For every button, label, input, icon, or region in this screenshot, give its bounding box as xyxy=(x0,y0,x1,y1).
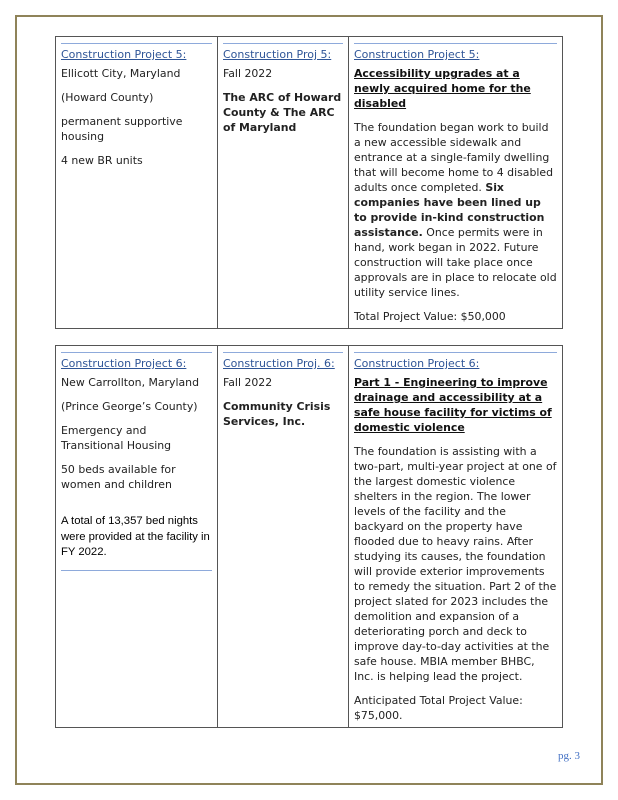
unit-count: 4 new BR units xyxy=(61,154,143,167)
bed-count: 50 beds available for women and children xyxy=(61,463,176,491)
project-6-location-cell xyxy=(56,346,218,728)
description-text: The foundation began work to build a new accessible sidewalk and entrance at a single-family dwelling that will become home to 4 disabled adults once completed. xyxy=(354,121,554,194)
project-6-partner-cell xyxy=(218,346,349,728)
date: Fall 2022 xyxy=(223,376,273,389)
partner-name: The ARC of Howard County & The ARC of Maryland xyxy=(223,91,342,134)
location: Ellicott City, Maryland xyxy=(61,67,181,80)
housing-type: Emergency and Transitional Housing xyxy=(61,424,172,452)
project-title: Part 1 - Engineering to improve drainage and accessibility at a safe house facility for victims of domestic violence xyxy=(354,376,552,434)
project-5-partner-cell xyxy=(218,37,349,329)
column-header: Construction Project 6: xyxy=(354,352,557,375)
housing-type: permanent supportive housing xyxy=(61,115,183,143)
column-header: Construction Project 5: xyxy=(61,43,212,66)
project-description: The foundation is assisting with a two-part, multi-year project at one of the largest domestic violence shelters in the region. The lower levels of the facility and the backyard on the property have flooded due to heavy rains. After studying its causes, the foundation will provide exterior improvements to remedy the situation. Part 2 of the project slated for 2023 includes the demolition and expansion of a deteriorating porch and deck to improve day-to-day activities at the safe house. MBIA member BHBC, Inc. is helping lead the project. xyxy=(354,445,557,683)
column-header: Construction Project 5: xyxy=(354,43,557,66)
project-6-description-cell xyxy=(349,346,563,728)
project-description xyxy=(354,120,557,300)
column-header: Construction Proj. 6: xyxy=(223,352,343,375)
location: New Carrollton, Maryland xyxy=(61,376,199,389)
project-6-table xyxy=(55,345,563,728)
project-title: Accessibility upgrades at a newly acquired home for the disabled xyxy=(354,67,531,110)
project-value: Total Project Value: $50,000 xyxy=(354,310,506,323)
project-value: Anticipated Total Project Value: $75,000. xyxy=(354,694,523,722)
partner-name: Community Crisis Services, Inc. xyxy=(223,400,331,428)
county: (Howard County) xyxy=(61,91,154,104)
project-5-location-cell xyxy=(56,37,218,329)
county: (Prince George’s County) xyxy=(61,400,198,413)
column-header: Construction Project 6: xyxy=(61,352,212,375)
divider xyxy=(61,569,212,571)
project-5-table xyxy=(55,36,563,329)
column-header: Construction Proj 5: xyxy=(223,43,343,66)
page-number: pg. 3 xyxy=(558,750,580,762)
date: Fall 2022 xyxy=(223,67,273,80)
description-highlight: Six companies have been lined up to provide in-kind construction assistance. xyxy=(354,181,545,239)
description-text: Once permits were in hand, work began in 2022. Future construction will take place once approvals are in place to relocate old utility service lines. xyxy=(354,226,557,299)
project-5-description-cell xyxy=(349,37,563,329)
bed-nights: A total of 13,357 bed nights were provided at the facility in FY 2022. xyxy=(61,515,210,558)
